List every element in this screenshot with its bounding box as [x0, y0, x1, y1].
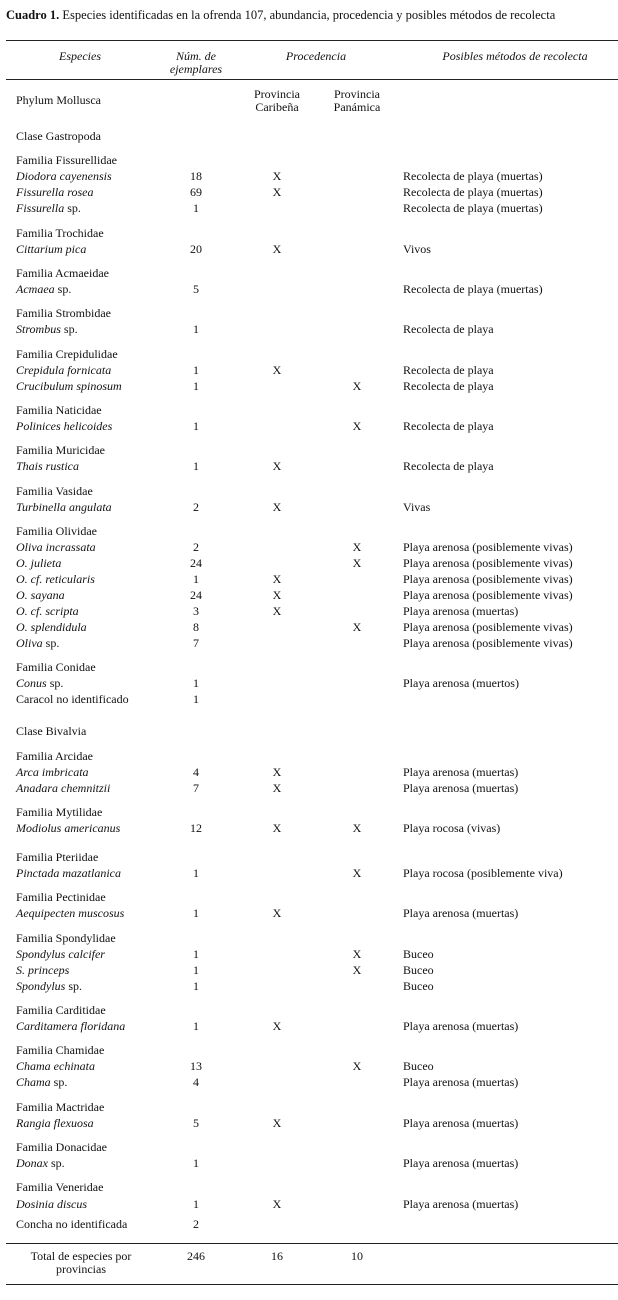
group-label: Familia Fissurellidae — [16, 153, 117, 167]
species-italic: O. cf. scripta — [16, 604, 79, 618]
specimen-count: 1 — [193, 979, 199, 993]
specimen-count: 8 — [193, 620, 199, 634]
species-italic: Fissurella — [16, 201, 65, 215]
species-italic: Strombus — [16, 322, 61, 336]
table-row — [0, 963, 618, 978]
caribbean-mark: X — [272, 500, 282, 514]
specimen-count: 13 — [190, 1059, 202, 1073]
species-italic: S. princeps — [16, 963, 70, 977]
species-italic: Turbinella angulata — [16, 500, 112, 514]
species-name — [16, 556, 61, 571]
specimen-count: 1 — [193, 1156, 199, 1170]
table-row — [0, 765, 618, 780]
specimen-count: 24 — [190, 556, 202, 570]
table-row — [0, 620, 618, 635]
subheader-panamic — [327, 88, 387, 114]
species-italic: Rangia flexuosa — [16, 1116, 94, 1130]
group-row — [0, 890, 618, 905]
bottom-rule — [6, 1284, 618, 1285]
species-suffix: sp. — [42, 636, 60, 650]
species-name — [16, 363, 111, 378]
table-row — [0, 636, 618, 651]
species-name — [16, 500, 112, 515]
group-row — [0, 1100, 618, 1115]
group-row — [0, 484, 618, 499]
caribbean-mark: X — [272, 821, 282, 835]
top-rule — [6, 40, 618, 41]
specimen-count: 1 — [193, 963, 199, 977]
panamic-mark: X — [352, 947, 362, 961]
species-italic: Arca imbricata — [16, 765, 89, 779]
collection-method: Playa arenosa (posiblemente vivas) — [403, 620, 573, 634]
table-row — [0, 866, 618, 881]
species-name — [16, 1156, 65, 1171]
table-row — [0, 572, 618, 587]
species-italic: O. splendidula — [16, 620, 87, 634]
species-name — [16, 282, 71, 297]
total-caribbean: 16 — [271, 1249, 283, 1263]
table-row — [0, 692, 618, 707]
species-name — [16, 636, 59, 651]
table-row — [0, 379, 618, 394]
header-count-line1: Núm. de — [176, 49, 216, 63]
group-row — [0, 749, 618, 764]
species-suffix: sp. — [48, 1156, 65, 1170]
species-name — [16, 979, 82, 994]
table-row — [0, 604, 618, 619]
group-label: Clase Bivalvia — [16, 724, 87, 738]
table-row — [0, 1156, 618, 1171]
panamic-mark: X — [352, 1059, 362, 1073]
table-row — [0, 459, 618, 474]
collection-method: Recolecta de playa (muertas) — [403, 185, 543, 199]
species-name — [16, 242, 86, 257]
specimen-count: 18 — [190, 169, 202, 183]
phylum-label: Phylum Mollusca — [16, 93, 102, 107]
species-name — [16, 906, 124, 921]
species-name — [16, 1197, 87, 1212]
collection-method: Recolecta de playa — [403, 419, 494, 433]
table-row — [0, 1217, 618, 1232]
collection-method: Buceo — [403, 947, 434, 961]
species-italic: Acmaea — [16, 282, 55, 296]
group-label: Familia Spondylidae — [16, 931, 116, 945]
collection-method: Playa arenosa (muertas) — [403, 604, 519, 618]
group-label: Familia Strombidae — [16, 306, 111, 320]
total-label-line2: provincias — [56, 1262, 106, 1276]
species-italic: Carditamera floridana — [16, 1019, 126, 1033]
specimen-count: 24 — [190, 588, 202, 602]
species-name — [16, 588, 65, 603]
collection-method: Playa arenosa (muertas) — [403, 1156, 519, 1170]
species-italic: Conus — [16, 676, 47, 690]
collection-method: Playa arenosa (muertos) — [403, 676, 519, 690]
species-name: Caracol no identificado — [16, 692, 129, 706]
species-name — [16, 379, 122, 394]
group-label: Familia Conidae — [16, 660, 96, 674]
group-row — [0, 724, 618, 739]
species-name — [16, 676, 63, 691]
panamic-mark: X — [352, 866, 362, 880]
collection-method: Playa arenosa (muertas) — [403, 1116, 519, 1130]
species-name — [16, 947, 105, 962]
specimen-count: 1 — [193, 363, 199, 377]
caribbean-mark: X — [272, 242, 282, 256]
group-label: Familia Muricidae — [16, 443, 105, 457]
table-caption — [6, 8, 555, 23]
specimen-count: 1 — [193, 201, 199, 215]
table-row — [0, 1075, 618, 1090]
species-name — [16, 185, 93, 200]
group-label: Familia Pectinidae — [16, 890, 106, 904]
specimen-count: 2 — [193, 500, 199, 514]
total-panamic: 10 — [351, 1249, 363, 1263]
species-italic: Pinctada mazatlanica — [16, 866, 121, 880]
subheader-caribbean-line1: Provincia — [254, 87, 300, 101]
caribbean-mark: X — [272, 459, 282, 473]
caribbean-mark: X — [272, 906, 282, 920]
table-row — [0, 185, 618, 200]
table-row — [0, 540, 618, 555]
specimen-count: 4 — [193, 765, 199, 779]
species-italic: Cittarium pica — [16, 242, 87, 256]
specimen-count: 1 — [193, 947, 199, 961]
table-row — [0, 781, 618, 796]
panamic-mark: X — [352, 620, 362, 634]
collection-method: Playa arenosa (posiblemente vivas) — [403, 588, 573, 602]
subheader-panamic-line1: Provincia — [334, 87, 380, 101]
species-italic: O. sayana — [16, 588, 65, 602]
collection-method: Recolecta de playa (muertas) — [403, 169, 543, 183]
table-row — [0, 676, 618, 691]
species-suffix: sp. — [50, 1075, 68, 1089]
subheader-caribbean-line2: Caribeña — [255, 100, 299, 114]
collection-method: Buceo — [403, 979, 434, 993]
specimen-count: 1 — [193, 1197, 199, 1211]
collection-method: Recolecta de playa — [403, 379, 494, 393]
caribbean-mark: X — [272, 1197, 282, 1211]
caribbean-mark: X — [272, 1019, 282, 1033]
species-italic: Spondylus — [16, 979, 66, 993]
group-row — [0, 443, 618, 458]
panamic-mark: X — [352, 821, 362, 835]
group-row — [0, 306, 618, 321]
species-italic: Crucibulum spinosum — [16, 379, 122, 393]
specimen-count: 20 — [190, 242, 202, 256]
header-origin: Procedencia — [285, 49, 347, 63]
group-row — [0, 153, 618, 168]
species-italic: O. cf. reticularis — [16, 572, 95, 586]
species-name — [16, 1059, 95, 1074]
table-row — [0, 1116, 618, 1131]
specimen-count: 1 — [193, 322, 199, 336]
panamic-mark: X — [352, 419, 362, 433]
species-name — [16, 1019, 125, 1034]
caribbean-mark: X — [272, 604, 282, 618]
group-label: Familia Trochidae — [16, 226, 104, 240]
species-suffix: sp. — [64, 201, 81, 215]
species-italic: Diodora cayenensis — [16, 169, 112, 183]
group-label: Familia Olividae — [16, 524, 97, 538]
species-name: Concha no identificada — [16, 1217, 128, 1231]
group-label: Familia Mytilidae — [16, 805, 103, 819]
collection-method: Playa arenosa (posiblemente vivas) — [403, 540, 573, 554]
caribbean-mark: X — [272, 572, 282, 586]
caribbean-mark: X — [272, 781, 282, 795]
group-label: Familia Crepidulidae — [16, 347, 118, 361]
specimen-count: 7 — [193, 781, 199, 795]
specimen-count: 1 — [193, 1019, 199, 1033]
group-row — [0, 1043, 618, 1058]
species-suffix: sp. — [60, 322, 78, 336]
species-italic: Modiolus americanus — [16, 821, 121, 835]
group-row — [0, 403, 618, 418]
species-name — [16, 963, 69, 978]
group-row — [0, 524, 618, 539]
species-italic: Dosinia discus — [16, 1197, 88, 1211]
caribbean-mark: X — [272, 765, 282, 779]
collection-method: Vivos — [403, 242, 431, 256]
collection-method: Playa arenosa (muertas) — [403, 765, 519, 779]
collection-method: Recolecta de playa — [403, 459, 494, 473]
specimen-count: 1 — [193, 692, 199, 706]
collection-method: Recolecta de playa — [403, 363, 494, 377]
species-name — [16, 419, 112, 434]
collection-method: Playa arenosa (posiblemente vivas) — [403, 556, 573, 570]
species-name — [16, 169, 112, 184]
caribbean-mark: X — [272, 363, 282, 377]
species-name — [16, 201, 81, 216]
panamic-mark: X — [352, 963, 362, 977]
total-label — [16, 1250, 146, 1276]
species-italic: Spondylus calcifer — [16, 947, 105, 961]
table-row — [0, 201, 618, 216]
table-row — [0, 1019, 618, 1034]
table-row — [0, 242, 618, 257]
table-row — [0, 169, 618, 184]
specimen-count: 4 — [193, 1075, 199, 1089]
specimen-count: 1 — [193, 866, 199, 880]
species-name — [16, 866, 121, 881]
species-italic: Oliva incrassata — [16, 540, 96, 554]
group-label: Familia Acmaeidae — [16, 266, 109, 280]
specimen-count: 1 — [193, 906, 199, 920]
collection-method: Playa arenosa (muertas) — [403, 1197, 519, 1211]
caption-label: Cuadro 1. — [6, 8, 60, 22]
table-row — [0, 821, 618, 836]
species-italic: Anadara chemnitzii — [16, 781, 111, 795]
subheader-caribbean — [247, 88, 307, 114]
specimen-count: 2 — [193, 1217, 199, 1231]
group-row — [0, 1140, 618, 1155]
caribbean-mark: X — [272, 169, 282, 183]
caribbean-mark: X — [272, 185, 282, 199]
species-italic: Aequipecten muscosus — [16, 906, 125, 920]
group-row — [0, 1003, 618, 1018]
panamic-mark: X — [352, 540, 362, 554]
table-row — [0, 500, 618, 515]
collection-method: Playa rocosa (vivas) — [403, 821, 501, 835]
total-label-line1: Total de especies por — [30, 1249, 132, 1263]
group-row — [0, 129, 618, 144]
collection-method: Playa rocosa (posiblemente viva) — [403, 866, 563, 880]
group-label: Familia Mactridae — [16, 1100, 105, 1114]
specimen-count: 3 — [193, 604, 199, 618]
species-italic: Chama — [16, 1075, 51, 1089]
species-italic: Chama echinata — [16, 1059, 95, 1073]
panamic-mark: X — [352, 379, 362, 393]
specimen-count: 69 — [190, 185, 202, 199]
group-row — [0, 805, 618, 820]
total-count: 246 — [187, 1249, 205, 1263]
table-row — [0, 282, 618, 297]
header-count — [161, 50, 231, 76]
specimen-count: 5 — [193, 282, 199, 296]
header-species: Especies — [59, 49, 101, 63]
specimen-count: 1 — [193, 419, 199, 433]
species-name — [16, 1075, 67, 1090]
species-italic: Donax — [16, 1156, 48, 1170]
header-methods: Posibles métodos de recolecta — [442, 49, 588, 63]
collection-method: Recolecta de playa — [403, 322, 494, 336]
caption-text: Especies identificadas en la ofrenda 107, abundancia, procedencia y posibles métodos de recolecta — [59, 8, 556, 22]
collection-method: Recolecta de playa (muertas) — [403, 282, 543, 296]
species-italic: Fissurella rosea — [16, 185, 94, 199]
collection-method: Playa arenosa (muertas) — [403, 1075, 519, 1089]
table-row — [0, 588, 618, 603]
specimen-count: 12 — [190, 821, 202, 835]
group-row — [0, 660, 618, 675]
panamic-mark: X — [352, 556, 362, 570]
specimen-count: 5 — [193, 1116, 199, 1130]
caribbean-mark: X — [272, 1116, 282, 1130]
group-label: Familia Pteriidae — [16, 850, 99, 864]
species-name — [16, 604, 79, 619]
species-italic: Oliva — [16, 636, 43, 650]
collection-method: Buceo — [403, 963, 434, 977]
subheader-panamic-line2: Panámica — [333, 100, 381, 114]
collection-method: Playa arenosa (posiblemente vivas) — [403, 572, 573, 586]
collection-method: Playa arenosa (muertas) — [403, 906, 519, 920]
specimen-count: 7 — [193, 636, 199, 650]
species-name — [16, 322, 78, 337]
group-label: Clase Gastropoda — [16, 129, 101, 143]
table-row — [0, 979, 618, 994]
species-name — [16, 620, 87, 635]
collection-method: Buceo — [403, 1059, 434, 1073]
species-italic: Crepidula fornicata — [16, 363, 112, 377]
header-count-line2: ejemplares — [169, 62, 223, 76]
table-row — [0, 556, 618, 571]
group-label: Familia Chamidae — [16, 1043, 105, 1057]
group-label: Familia Carditidae — [16, 1003, 106, 1017]
header-rule — [6, 79, 618, 80]
specimen-count: 1 — [193, 459, 199, 473]
group-row — [0, 931, 618, 946]
group-row — [0, 266, 618, 281]
species-suffix: sp. — [46, 676, 64, 690]
species-italic: Thais rustica — [16, 459, 80, 473]
group-label: Familia Naticidae — [16, 403, 102, 417]
species-name — [16, 572, 95, 587]
species-italic: Polinices helicoides — [16, 419, 113, 433]
table-row — [0, 947, 618, 962]
species-italic: O. julieta — [16, 556, 62, 570]
collection-method: Playa arenosa (posiblemente vivas) — [403, 636, 573, 650]
collection-method: Recolecta de playa (muertas) — [403, 201, 543, 215]
specimen-count: 1 — [193, 379, 199, 393]
group-label: Familia Vasidae — [16, 484, 93, 498]
collection-method: Playa arenosa (muertas) — [403, 781, 519, 795]
caribbean-mark: X — [272, 588, 282, 602]
species-suffix: sp. — [65, 979, 83, 993]
table-row — [0, 363, 618, 378]
table-row — [0, 1059, 618, 1074]
table-row — [0, 906, 618, 921]
footer-rule — [6, 1243, 618, 1244]
group-label: Familia Veneridae — [16, 1180, 104, 1194]
species-suffix: sp. — [54, 282, 72, 296]
specimen-count: 1 — [193, 676, 199, 690]
collection-method: Vivas — [403, 500, 431, 514]
table-row — [0, 322, 618, 337]
table-row — [0, 1197, 618, 1212]
specimen-count: 1 — [193, 572, 199, 586]
group-row — [0, 347, 618, 362]
specimen-count: 2 — [193, 540, 199, 554]
table-row — [0, 419, 618, 434]
group-row — [0, 1180, 618, 1195]
collection-method: Playa arenosa (muertas) — [403, 1019, 519, 1033]
species-name — [16, 459, 79, 474]
species-name — [16, 1116, 94, 1131]
species-name — [16, 765, 89, 780]
group-row — [0, 226, 618, 241]
species-name — [16, 821, 120, 836]
group-row — [0, 850, 618, 865]
group-label: Familia Arcidae — [16, 749, 93, 763]
group-label: Familia Donacidae — [16, 1140, 107, 1154]
species-name — [16, 540, 96, 555]
species-name — [16, 781, 110, 796]
